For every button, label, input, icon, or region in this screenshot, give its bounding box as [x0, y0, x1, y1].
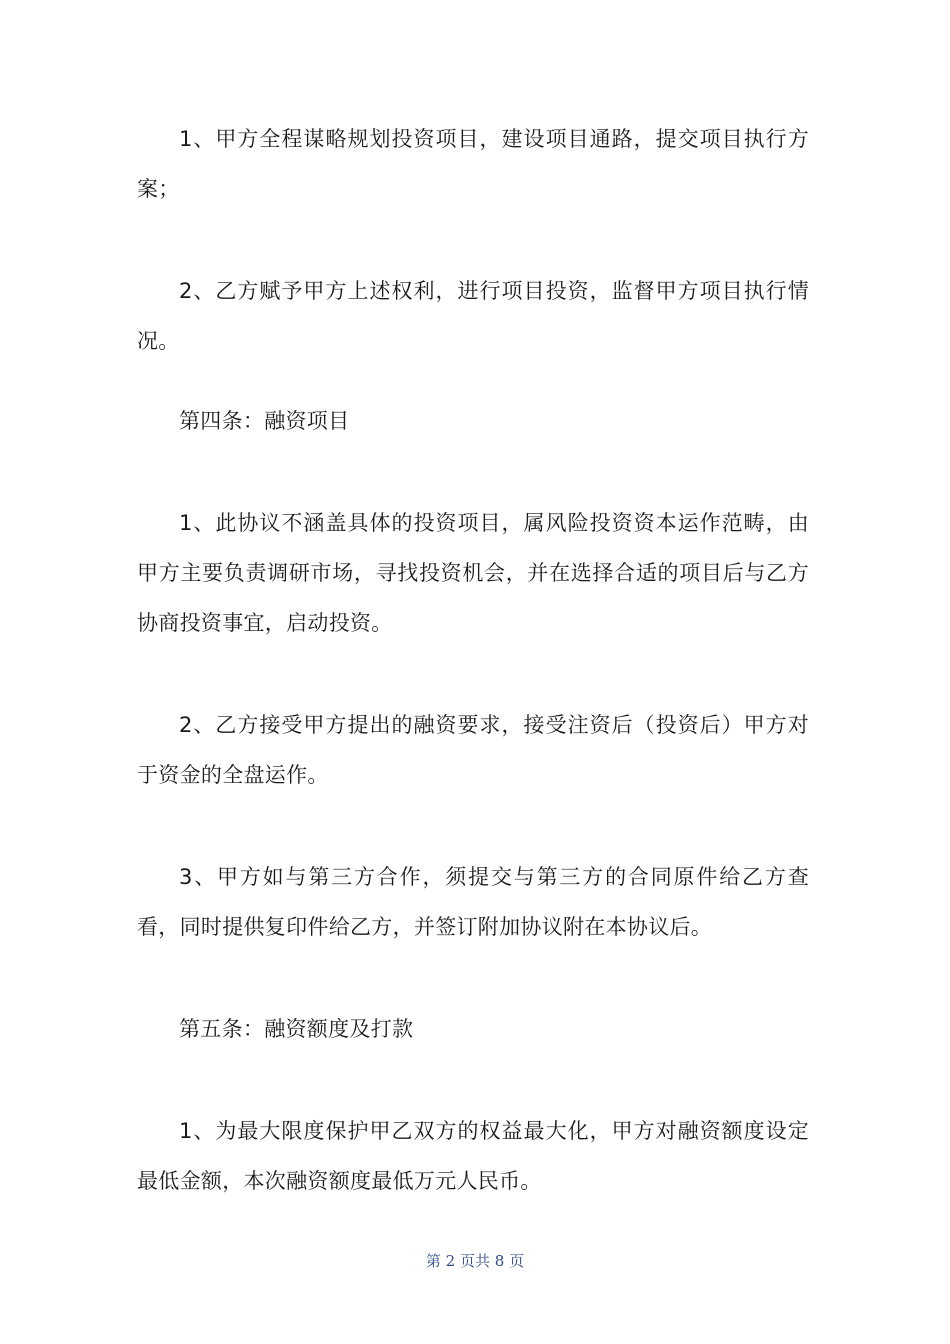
section-heading-article-5: 第五条：融资额度及打款	[179, 1017, 414, 1041]
clause-3-item-1: 1、甲方全程谋略规划投资项目，建设项目通路，提交项目执行方案；	[137, 127, 809, 201]
clause-4-item-2: 2、乙方接受甲方提出的融资要求，接受注资后（投资后）甲方对于资金的全盘运作。	[137, 713, 809, 787]
document-body	[137, 114, 809, 1206]
clause-4-item-3: 3、甲方如与第三方合作，须提交与第三方的合同原件给乙方查看，同时提供复印件给乙方，并签订附加协议附在本协议后。	[137, 865, 809, 939]
clause-5-item-1: 1、为最大限度保护甲乙双方的权益最大化，甲方对融资额度设定最低金额，本次融资额度最低万元人民币。	[137, 1119, 809, 1193]
page-number-footer: 第 2 页共 8 页	[425, 1252, 525, 1270]
section-heading-article-4: 第四条：融资项目	[179, 409, 350, 433]
clause-3-item-2: 2、乙方赋予甲方上述权利，进行项目投资，监督甲方项目执行情况。	[137, 279, 809, 353]
clause-4-item-1: 1、此协议不涵盖具体的投资项目，属风险投资资本运作范畴，由甲方主要负责调研市场，寻找投资机会，并在选择合适的项目后与乙方协商投资事宜，启动投资。	[137, 511, 809, 635]
